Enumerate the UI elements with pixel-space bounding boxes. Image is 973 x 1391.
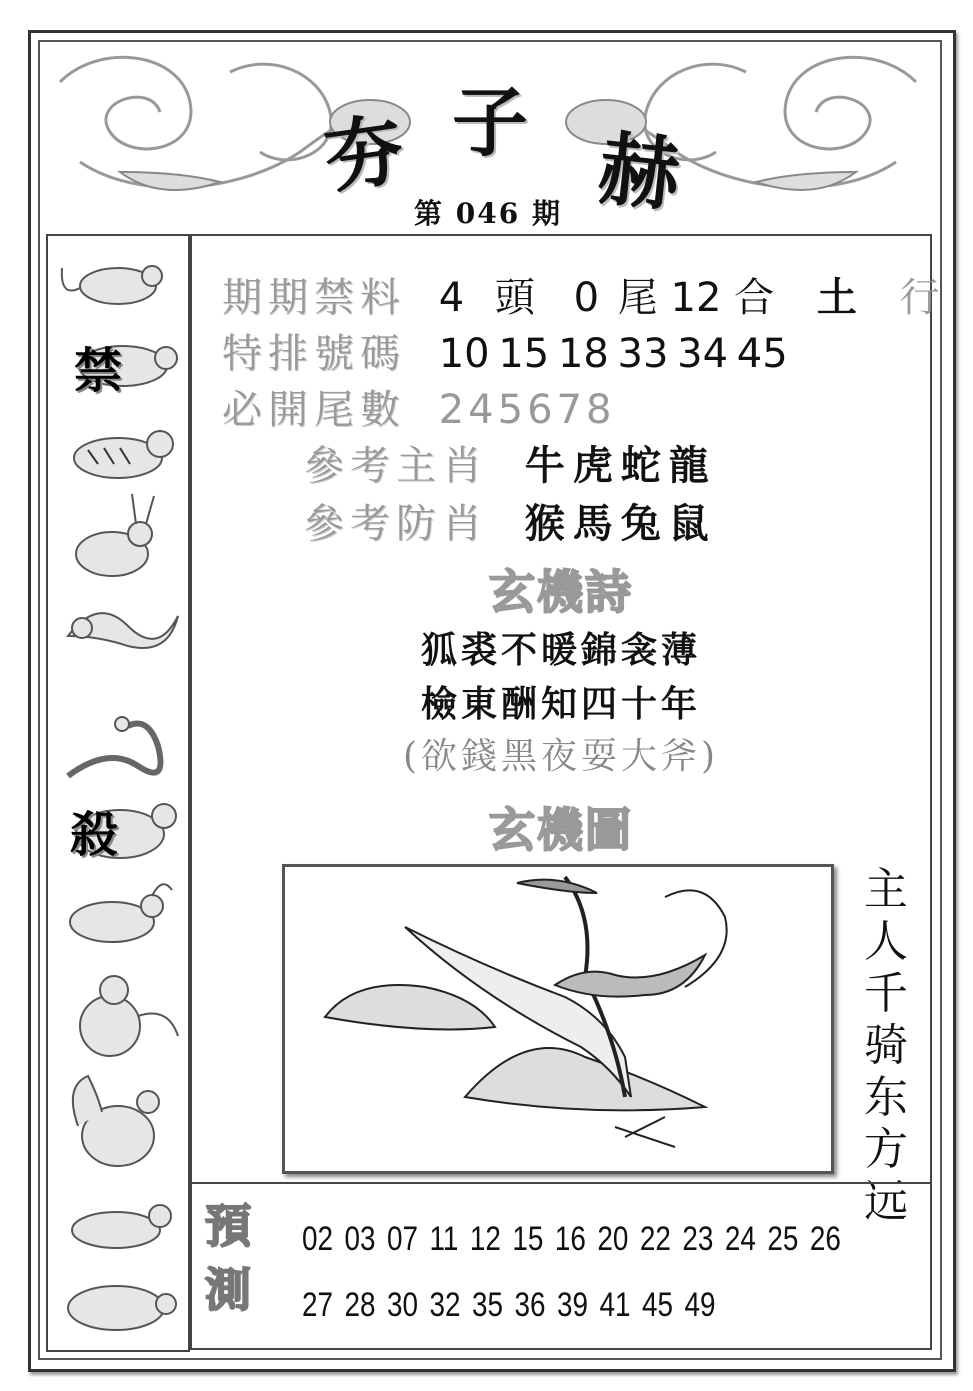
prediction-number: 25 — [767, 1220, 799, 1258]
poem-line-1: 狐裘不暖錦衾薄 — [420, 629, 701, 671]
pig-icon — [68, 1286, 176, 1330]
prediction-number: 24 — [724, 1220, 756, 1258]
special-numbers: 10 15 18 33 34 45 — [438, 331, 788, 377]
prediction-number: 16 — [554, 1220, 586, 1258]
prediction-number: 15 — [512, 1220, 544, 1258]
prediction-number: 26 — [809, 1220, 841, 1258]
tiger-icon — [74, 431, 173, 478]
ban-label: 期期禁料 — [222, 275, 406, 321]
rat-icon — [62, 266, 162, 304]
ban-stamp: 禁 — [74, 343, 123, 399]
picture-title: 玄機圖 — [489, 803, 633, 857]
ban-element-unit: 行 — [899, 275, 940, 321]
prediction-number: 28 — [344, 1286, 376, 1324]
prediction-number: 41 — [599, 1286, 631, 1324]
dog-icon — [72, 1205, 171, 1248]
prediction-number: 39 — [556, 1286, 589, 1324]
goat-icon — [70, 884, 172, 942]
prediction-label: 預 測 — [205, 1199, 251, 1317]
rooster-icon — [73, 1076, 159, 1166]
title-char-3: 赫 — [594, 121, 685, 223]
prediction-number: 07 — [386, 1220, 419, 1258]
ban-tail-unit: 尾 — [617, 275, 658, 321]
main-zodiac-row — [304, 434, 717, 491]
riddle-picture — [282, 864, 834, 1174]
ban-tail-num: 0 — [573, 275, 600, 321]
ban-head-unit: 頭 — [494, 275, 535, 321]
ban-sum-unit: 合 — [734, 275, 775, 321]
prediction-number: 22 — [639, 1220, 671, 1258]
main-zodiac-label: 參考主肖 — [304, 443, 488, 489]
prediction-number: 36 — [514, 1286, 546, 1324]
prediction-number: 30 — [386, 1286, 419, 1324]
defense-zodiac-value: 猴馬兔鼠 — [524, 500, 717, 547]
prediction-number: 03 — [344, 1220, 376, 1258]
header — [40, 42, 936, 232]
prediction-number: 02 — [302, 1220, 334, 1258]
zodiac-column — [46, 234, 190, 1352]
rabbit-icon — [76, 494, 154, 576]
defense-zodiac-label: 參考防肖 — [304, 501, 488, 547]
prediction-number: 11 — [429, 1220, 459, 1258]
prediction-number: 35 — [471, 1286, 504, 1324]
prediction-number: 20 — [597, 1220, 629, 1258]
defense-zodiac-row — [304, 492, 717, 549]
issue-number: 第 046 期 — [414, 197, 562, 230]
prediction-number: 23 — [682, 1220, 714, 1258]
tail-row — [222, 378, 615, 435]
special-label: 特排號碼 — [222, 331, 406, 377]
prediction-number: 45 — [641, 1286, 674, 1324]
monkey-icon — [80, 976, 178, 1056]
ban-row — [222, 266, 940, 323]
tail-label: 必開尾數 — [222, 387, 406, 433]
poem-title: 玄機詩 — [489, 565, 633, 619]
prediction-row-2 — [302, 1286, 727, 1325]
zodiac-animals — [48, 236, 184, 1346]
prediction-panel — [190, 1182, 932, 1350]
title-char-1: 夯 — [318, 103, 409, 205]
snake-icon — [68, 717, 161, 776]
prediction-number: 12 — [469, 1220, 501, 1258]
kill-stamp: 殺 — [70, 807, 119, 863]
special-row — [222, 322, 788, 379]
dragon-icon — [68, 613, 178, 648]
title-char-2: 子 — [452, 78, 528, 167]
prediction-number: 32 — [429, 1286, 461, 1324]
squirrel-tree-icon — [285, 867, 825, 1165]
main-zodiac-value: 牛虎蛇龍 — [524, 442, 717, 489]
poem-line-2: 檢東酬知四十年 — [420, 683, 701, 725]
prediction-row-1 — [302, 1220, 852, 1259]
ban-sum-num: 12 — [670, 275, 722, 321]
vertical-caption: 主 人 千 骑 东 方 远 — [864, 864, 908, 1227]
ban-head-num: 4 — [438, 275, 465, 321]
ban-element: 土 — [816, 274, 857, 321]
poem-hint: (欲錢黑夜耍大斧) — [402, 736, 720, 777]
main-panel — [190, 234, 940, 1227]
prediction-number: 27 — [302, 1286, 334, 1324]
prediction-number: 49 — [684, 1286, 716, 1324]
tail-value: 245678 — [438, 387, 616, 433]
